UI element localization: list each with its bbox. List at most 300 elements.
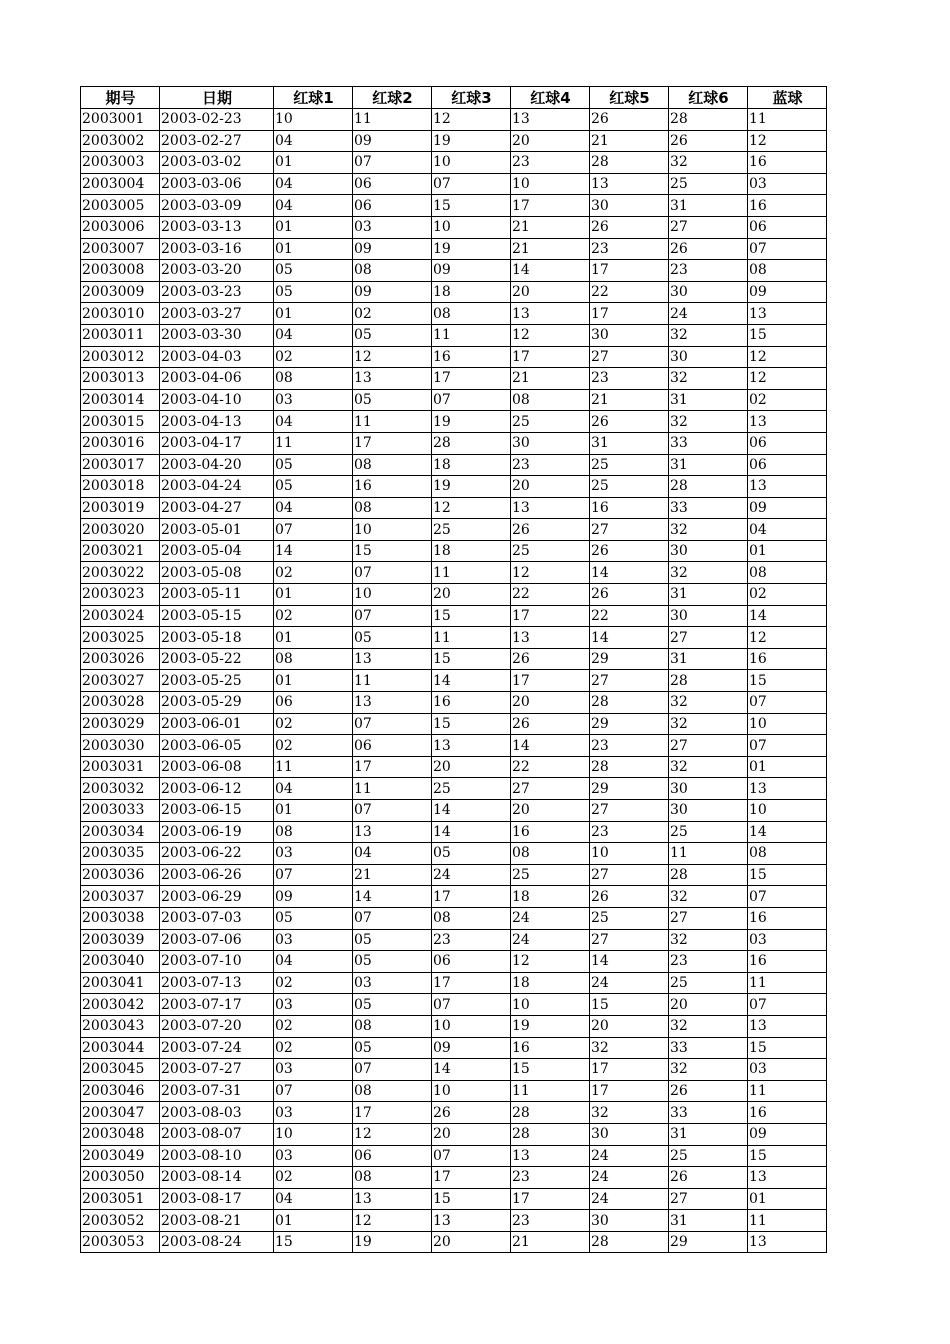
cell-issue-number: 2003019 (81, 497, 160, 519)
cell-blue-ball: 15 (748, 864, 827, 886)
cell-issue-number: 2003003 (81, 152, 160, 174)
cell-red-ball-4: 15 (511, 1059, 590, 1081)
cell-red-ball-3: 09 (432, 1037, 511, 1059)
cell-red-ball-1: 01 (274, 1210, 353, 1232)
cell-red-ball-5: 28 (590, 1231, 669, 1253)
cell-red-ball-4: 20 (511, 476, 590, 498)
cell-blue-ball: 07 (748, 692, 827, 714)
cell-red-ball-3: 15 (432, 648, 511, 670)
cell-red-ball-6: 32 (669, 324, 748, 346)
cell-blue-ball: 14 (748, 605, 827, 627)
table-row (81, 1167, 827, 1189)
cell-red-ball-3: 20 (432, 756, 511, 778)
cell-red-ball-4: 12 (511, 324, 590, 346)
cell-red-ball-3: 15 (432, 713, 511, 735)
cell-blue-ball: 09 (748, 1123, 827, 1145)
cell-red-ball-5: 24 (590, 1188, 669, 1210)
table-row (81, 1123, 827, 1145)
cell-date: 2003-07-13 (160, 972, 274, 994)
cell-issue-number: 2003028 (81, 692, 160, 714)
cell-issue-number: 2003012 (81, 346, 160, 368)
cell-red-ball-2: 09 (353, 238, 432, 260)
cell-red-ball-5: 25 (590, 907, 669, 929)
table-row (81, 648, 827, 670)
table-row (81, 519, 827, 541)
cell-red-ball-2: 07 (353, 1059, 432, 1081)
cell-red-ball-4: 25 (511, 411, 590, 433)
cell-red-ball-4: 16 (511, 821, 590, 843)
cell-date: 2003-03-30 (160, 324, 274, 346)
cell-red-ball-6: 32 (669, 692, 748, 714)
cell-red-ball-6: 32 (669, 152, 748, 174)
table-row (81, 109, 827, 131)
table-row (81, 562, 827, 584)
cell-red-ball-4: 26 (511, 648, 590, 670)
cell-red-ball-2: 16 (353, 476, 432, 498)
cell-date: 2003-07-17 (160, 994, 274, 1016)
cell-red-ball-4: 23 (511, 1210, 590, 1232)
cell-blue-ball: 11 (748, 1080, 827, 1102)
header-red-ball-6: 红球6 (669, 87, 748, 109)
cell-issue-number: 2003034 (81, 821, 160, 843)
cell-red-ball-1: 01 (274, 238, 353, 260)
cell-red-ball-5: 27 (590, 864, 669, 886)
cell-red-ball-2: 03 (353, 216, 432, 238)
cell-date: 2003-03-13 (160, 216, 274, 238)
cell-red-ball-5: 28 (590, 756, 669, 778)
cell-red-ball-2: 05 (353, 929, 432, 951)
table-row (81, 1231, 827, 1253)
cell-red-ball-2: 03 (353, 972, 432, 994)
cell-red-ball-2: 08 (353, 497, 432, 519)
cell-date: 2003-08-17 (160, 1188, 274, 1210)
table-row (81, 735, 827, 757)
cell-blue-ball: 11 (748, 972, 827, 994)
cell-red-ball-1: 01 (274, 303, 353, 325)
cell-red-ball-3: 18 (432, 540, 511, 562)
table-row (81, 756, 827, 778)
cell-red-ball-6: 29 (669, 1231, 748, 1253)
cell-date: 2003-04-27 (160, 497, 274, 519)
cell-red-ball-3: 18 (432, 454, 511, 476)
cell-red-ball-2: 17 (353, 432, 432, 454)
cell-red-ball-1: 08 (274, 648, 353, 670)
cell-red-ball-4: 25 (511, 540, 590, 562)
cell-red-ball-4: 13 (511, 1145, 590, 1167)
cell-red-ball-5: 14 (590, 562, 669, 584)
cell-red-ball-1: 10 (274, 1123, 353, 1145)
cell-red-ball-5: 29 (590, 713, 669, 735)
cell-blue-ball: 02 (748, 584, 827, 606)
cell-red-ball-6: 32 (669, 368, 748, 390)
cell-red-ball-6: 32 (669, 713, 748, 735)
cell-red-ball-3: 17 (432, 1167, 511, 1189)
cell-red-ball-1: 01 (274, 670, 353, 692)
cell-red-ball-6: 23 (669, 260, 748, 282)
table-row (81, 540, 827, 562)
cell-red-ball-1: 04 (274, 173, 353, 195)
cell-issue-number: 2003023 (81, 584, 160, 606)
cell-red-ball-1: 01 (274, 800, 353, 822)
cell-red-ball-1: 05 (274, 907, 353, 929)
cell-blue-ball: 11 (748, 1210, 827, 1232)
table-row (81, 1080, 827, 1102)
cell-red-ball-4: 14 (511, 260, 590, 282)
cell-red-ball-1: 02 (274, 1167, 353, 1189)
cell-red-ball-5: 17 (590, 1059, 669, 1081)
cell-red-ball-2: 13 (353, 1188, 432, 1210)
cell-red-ball-2: 10 (353, 519, 432, 541)
table-row (81, 1210, 827, 1232)
cell-red-ball-5: 24 (590, 972, 669, 994)
lottery-results-table (80, 86, 827, 1253)
cell-blue-ball: 06 (748, 432, 827, 454)
cell-red-ball-6: 30 (669, 800, 748, 822)
cell-blue-ball: 15 (748, 1145, 827, 1167)
cell-date: 2003-07-10 (160, 951, 274, 973)
cell-red-ball-6: 24 (669, 303, 748, 325)
cell-red-ball-2: 07 (353, 713, 432, 735)
cell-red-ball-2: 12 (353, 1123, 432, 1145)
cell-red-ball-6: 25 (669, 173, 748, 195)
cell-date: 2003-07-24 (160, 1037, 274, 1059)
cell-blue-ball: 08 (748, 260, 827, 282)
cell-red-ball-1: 02 (274, 1037, 353, 1059)
cell-red-ball-4: 19 (511, 1015, 590, 1037)
cell-red-ball-1: 04 (274, 497, 353, 519)
cell-blue-ball: 13 (748, 411, 827, 433)
cell-red-ball-6: 31 (669, 584, 748, 606)
cell-red-ball-6: 20 (669, 994, 748, 1016)
cell-red-ball-3: 19 (432, 238, 511, 260)
cell-date: 2003-05-01 (160, 519, 274, 541)
cell-issue-number: 2003018 (81, 476, 160, 498)
cell-red-ball-5: 30 (590, 324, 669, 346)
cell-blue-ball: 10 (748, 713, 827, 735)
cell-red-ball-4: 11 (511, 1080, 590, 1102)
cell-red-ball-6: 31 (669, 389, 748, 411)
table-row (81, 260, 827, 282)
cell-red-ball-6: 32 (669, 929, 748, 951)
cell-red-ball-2: 07 (353, 152, 432, 174)
cell-red-ball-2: 19 (353, 1231, 432, 1253)
cell-red-ball-6: 26 (669, 130, 748, 152)
cell-red-ball-3: 07 (432, 994, 511, 1016)
cell-blue-ball: 15 (748, 670, 827, 692)
cell-date: 2003-06-01 (160, 713, 274, 735)
cell-red-ball-6: 30 (669, 281, 748, 303)
cell-red-ball-5: 28 (590, 692, 669, 714)
cell-red-ball-2: 11 (353, 109, 432, 131)
cell-red-ball-5: 27 (590, 346, 669, 368)
cell-red-ball-1: 11 (274, 432, 353, 454)
cell-red-ball-5: 27 (590, 929, 669, 951)
cell-issue-number: 2003036 (81, 864, 160, 886)
cell-date: 2003-04-06 (160, 368, 274, 390)
cell-red-ball-3: 20 (432, 1231, 511, 1253)
cell-red-ball-1: 01 (274, 627, 353, 649)
cell-issue-number: 2003031 (81, 756, 160, 778)
cell-red-ball-6: 32 (669, 1015, 748, 1037)
cell-red-ball-1: 02 (274, 605, 353, 627)
cell-blue-ball: 06 (748, 454, 827, 476)
cell-red-ball-3: 15 (432, 605, 511, 627)
cell-issue-number: 2003047 (81, 1102, 160, 1124)
cell-issue-number: 2003027 (81, 670, 160, 692)
cell-red-ball-1: 06 (274, 692, 353, 714)
cell-date: 2003-06-12 (160, 778, 274, 800)
cell-red-ball-3: 15 (432, 1188, 511, 1210)
table-body (81, 109, 827, 1253)
cell-issue-number: 2003016 (81, 432, 160, 454)
cell-date: 2003-03-16 (160, 238, 274, 260)
cell-red-ball-4: 18 (511, 886, 590, 908)
cell-red-ball-4: 13 (511, 109, 590, 131)
table-row (81, 821, 827, 843)
cell-issue-number: 2003045 (81, 1059, 160, 1081)
cell-red-ball-3: 28 (432, 432, 511, 454)
cell-red-ball-3: 06 (432, 951, 511, 973)
cell-red-ball-2: 11 (353, 411, 432, 433)
cell-red-ball-4: 18 (511, 972, 590, 994)
cell-red-ball-1: 03 (274, 1059, 353, 1081)
cell-blue-ball: 10 (748, 800, 827, 822)
cell-red-ball-1: 03 (274, 994, 353, 1016)
cell-red-ball-6: 30 (669, 605, 748, 627)
cell-red-ball-3: 09 (432, 260, 511, 282)
cell-red-ball-3: 14 (432, 800, 511, 822)
cell-issue-number: 2003042 (81, 994, 160, 1016)
cell-red-ball-2: 12 (353, 1210, 432, 1232)
cell-red-ball-1: 01 (274, 584, 353, 606)
cell-red-ball-1: 09 (274, 886, 353, 908)
cell-red-ball-1: 15 (274, 1231, 353, 1253)
cell-red-ball-1: 08 (274, 368, 353, 390)
cell-red-ball-2: 13 (353, 692, 432, 714)
cell-red-ball-6: 33 (669, 497, 748, 519)
cell-red-ball-4: 22 (511, 756, 590, 778)
cell-date: 2003-03-09 (160, 195, 274, 217)
cell-red-ball-4: 23 (511, 454, 590, 476)
cell-red-ball-1: 14 (274, 540, 353, 562)
cell-red-ball-4: 13 (511, 303, 590, 325)
cell-red-ball-6: 26 (669, 238, 748, 260)
cell-red-ball-1: 05 (274, 260, 353, 282)
cell-red-ball-6: 25 (669, 972, 748, 994)
cell-date: 2003-07-20 (160, 1015, 274, 1037)
cell-red-ball-5: 26 (590, 584, 669, 606)
cell-red-ball-6: 28 (669, 476, 748, 498)
cell-issue-number: 2003043 (81, 1015, 160, 1037)
cell-date: 2003-05-15 (160, 605, 274, 627)
cell-blue-ball: 12 (748, 368, 827, 390)
cell-blue-ball: 01 (748, 1188, 827, 1210)
cell-red-ball-5: 29 (590, 778, 669, 800)
cell-red-ball-4: 20 (511, 281, 590, 303)
table-row (81, 778, 827, 800)
cell-red-ball-6: 31 (669, 1210, 748, 1232)
cell-red-ball-4: 26 (511, 713, 590, 735)
cell-red-ball-1: 03 (274, 1145, 353, 1167)
cell-red-ball-4: 10 (511, 994, 590, 1016)
cell-issue-number: 2003044 (81, 1037, 160, 1059)
cell-blue-ball: 03 (748, 1059, 827, 1081)
cell-red-ball-2: 08 (353, 454, 432, 476)
cell-red-ball-3: 24 (432, 864, 511, 886)
cell-red-ball-5: 13 (590, 173, 669, 195)
cell-issue-number: 2003026 (81, 648, 160, 670)
cell-red-ball-2: 13 (353, 368, 432, 390)
cell-date: 2003-04-24 (160, 476, 274, 498)
cell-red-ball-6: 32 (669, 1059, 748, 1081)
cell-red-ball-6: 31 (669, 1123, 748, 1145)
cell-date: 2003-05-08 (160, 562, 274, 584)
cell-blue-ball: 09 (748, 281, 827, 303)
cell-blue-ball: 07 (748, 238, 827, 260)
cell-red-ball-4: 17 (511, 195, 590, 217)
cell-issue-number: 2003008 (81, 260, 160, 282)
cell-red-ball-1: 02 (274, 346, 353, 368)
cell-red-ball-3: 11 (432, 562, 511, 584)
cell-red-ball-4: 24 (511, 907, 590, 929)
cell-red-ball-1: 02 (274, 713, 353, 735)
cell-issue-number: 2003020 (81, 519, 160, 541)
table-row (81, 1102, 827, 1124)
cell-issue-number: 2003024 (81, 605, 160, 627)
cell-blue-ball: 06 (748, 216, 827, 238)
table-row (81, 476, 827, 498)
cell-red-ball-3: 20 (432, 1123, 511, 1145)
cell-red-ball-6: 31 (669, 648, 748, 670)
cell-date: 2003-08-03 (160, 1102, 274, 1124)
cell-issue-number: 2003046 (81, 1080, 160, 1102)
cell-red-ball-2: 21 (353, 864, 432, 886)
cell-red-ball-2: 08 (353, 1015, 432, 1037)
cell-red-ball-3: 07 (432, 173, 511, 195)
cell-red-ball-4: 16 (511, 1037, 590, 1059)
table-row (81, 994, 827, 1016)
cell-red-ball-5: 26 (590, 216, 669, 238)
table-row (81, 972, 827, 994)
cell-red-ball-6: 32 (669, 519, 748, 541)
cell-red-ball-4: 21 (511, 238, 590, 260)
cell-red-ball-4: 17 (511, 670, 590, 692)
cell-blue-ball: 16 (748, 152, 827, 174)
cell-blue-ball: 07 (748, 735, 827, 757)
cell-red-ball-3: 10 (432, 152, 511, 174)
cell-red-ball-4: 25 (511, 864, 590, 886)
cell-red-ball-3: 20 (432, 584, 511, 606)
table-row (81, 692, 827, 714)
cell-issue-number: 2003015 (81, 411, 160, 433)
cell-red-ball-1: 08 (274, 821, 353, 843)
cell-red-ball-6: 32 (669, 886, 748, 908)
cell-blue-ball: 16 (748, 195, 827, 217)
table-row (81, 303, 827, 325)
cell-red-ball-5: 30 (590, 1123, 669, 1145)
cell-red-ball-2: 07 (353, 605, 432, 627)
cell-date: 2003-08-07 (160, 1123, 274, 1145)
cell-blue-ball: 11 (748, 109, 827, 131)
cell-red-ball-6: 27 (669, 1188, 748, 1210)
cell-red-ball-5: 27 (590, 519, 669, 541)
cell-red-ball-5: 27 (590, 670, 669, 692)
cell-red-ball-6: 25 (669, 821, 748, 843)
table-row (81, 886, 827, 908)
cell-issue-number: 2003022 (81, 562, 160, 584)
cell-red-ball-2: 05 (353, 324, 432, 346)
cell-red-ball-1: 03 (274, 1102, 353, 1124)
cell-red-ball-1: 02 (274, 972, 353, 994)
cell-date: 2003-05-04 (160, 540, 274, 562)
cell-issue-number: 2003017 (81, 454, 160, 476)
table-row (81, 368, 827, 390)
cell-date: 2003-06-29 (160, 886, 274, 908)
cell-date: 2003-05-29 (160, 692, 274, 714)
cell-red-ball-1: 10 (274, 109, 353, 131)
cell-blue-ball: 03 (748, 929, 827, 951)
cell-red-ball-2: 17 (353, 1102, 432, 1124)
cell-issue-number: 2003033 (81, 800, 160, 822)
cell-red-ball-4: 13 (511, 627, 590, 649)
cell-date: 2003-06-08 (160, 756, 274, 778)
cell-red-ball-4: 14 (511, 735, 590, 757)
cell-red-ball-2: 08 (353, 1167, 432, 1189)
header-row (81, 87, 827, 109)
cell-blue-ball: 15 (748, 324, 827, 346)
header-red-ball-4: 红球4 (511, 87, 590, 109)
cell-blue-ball: 09 (748, 497, 827, 519)
cell-red-ball-3: 25 (432, 778, 511, 800)
cell-issue-number: 2003005 (81, 195, 160, 217)
cell-issue-number: 2003011 (81, 324, 160, 346)
cell-red-ball-4: 26 (511, 519, 590, 541)
cell-red-ball-3: 08 (432, 303, 511, 325)
cell-red-ball-5: 25 (590, 476, 669, 498)
cell-red-ball-2: 12 (353, 346, 432, 368)
cell-date: 2003-07-27 (160, 1059, 274, 1081)
cell-red-ball-4: 27 (511, 778, 590, 800)
table-row (81, 1145, 827, 1167)
cell-red-ball-2: 05 (353, 389, 432, 411)
cell-red-ball-4: 21 (511, 216, 590, 238)
cell-red-ball-5: 22 (590, 605, 669, 627)
cell-red-ball-3: 16 (432, 692, 511, 714)
cell-red-ball-6: 28 (669, 670, 748, 692)
cell-red-ball-4: 12 (511, 562, 590, 584)
cell-blue-ball: 13 (748, 1231, 827, 1253)
table-row (81, 346, 827, 368)
cell-date: 2003-05-25 (160, 670, 274, 692)
table-row (81, 864, 827, 886)
cell-red-ball-4: 28 (511, 1123, 590, 1145)
cell-blue-ball: 07 (748, 994, 827, 1016)
cell-blue-ball: 16 (748, 951, 827, 973)
cell-red-ball-6: 26 (669, 1167, 748, 1189)
cell-red-ball-6: 32 (669, 756, 748, 778)
cell-red-ball-5: 16 (590, 497, 669, 519)
cell-red-ball-1: 04 (274, 951, 353, 973)
cell-red-ball-5: 21 (590, 130, 669, 152)
cell-red-ball-4: 17 (511, 1188, 590, 1210)
cell-red-ball-6: 27 (669, 907, 748, 929)
cell-red-ball-5: 24 (590, 1145, 669, 1167)
cell-red-ball-6: 31 (669, 195, 748, 217)
cell-red-ball-2: 15 (353, 540, 432, 562)
cell-red-ball-3: 19 (432, 476, 511, 498)
cell-red-ball-2: 13 (353, 648, 432, 670)
cell-red-ball-5: 15 (590, 994, 669, 1016)
